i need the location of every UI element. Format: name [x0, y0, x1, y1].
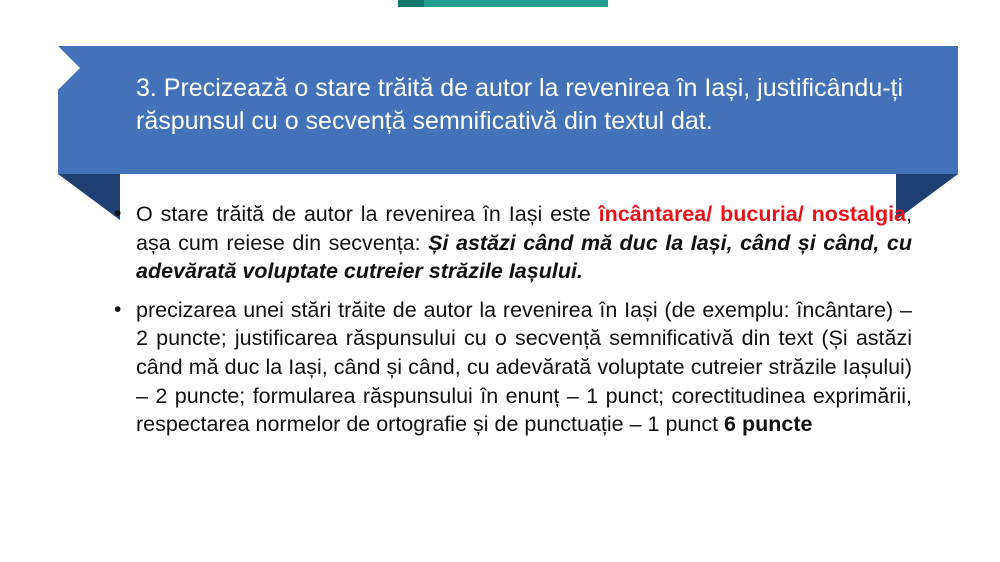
answer-content [112, 200, 912, 447]
list-item [112, 296, 912, 439]
list-item [112, 200, 912, 286]
answer-list [112, 200, 912, 439]
answer-quote: Și astăzi când mă duc la Iași, când și când, cu adevărată voluptate cutreier străzile Iașului. [136, 230, 912, 284]
answer-lead-text: O stare trăită de autor la revenirea în Iași este [136, 202, 599, 226]
answer-highlight: încântarea/ bucuria/ nostalgia [598, 202, 907, 226]
top-accent-bar [398, 0, 608, 7]
top-accent-bar-block [398, 0, 424, 7]
question-text: 3. Precizează o stare trăită de autor la revenirea în Iași, justificându-ți răspunsul cu o secvență semnificativă din textul dat. [136, 74, 904, 135]
answer-mid-text: , așa cum reiese din secvența: [136, 202, 912, 255]
banner-fold-left [58, 174, 120, 220]
score-total: 6 puncte [724, 412, 813, 437]
question-banner [36, 46, 958, 196]
banner-body [58, 46, 958, 174]
banner-notch-left [58, 46, 80, 90]
scoring-text: precizarea unei stări trăite de autor la revenirea în Iași (de exemplu: încântare) – 2 puncte; justificarea răspunsului cu o secvență semnificativă din text (Și astăzi când mă duc la Iași, când și când, cu adevărată voluptate cutreier străzile Iașului) – 2 puncte; formularea răspunsului în enunț – 1 punct; corectitudinea exprimării, respectarea normelor de ortografie și de punctuație – 1 punct [136, 297, 912, 437]
